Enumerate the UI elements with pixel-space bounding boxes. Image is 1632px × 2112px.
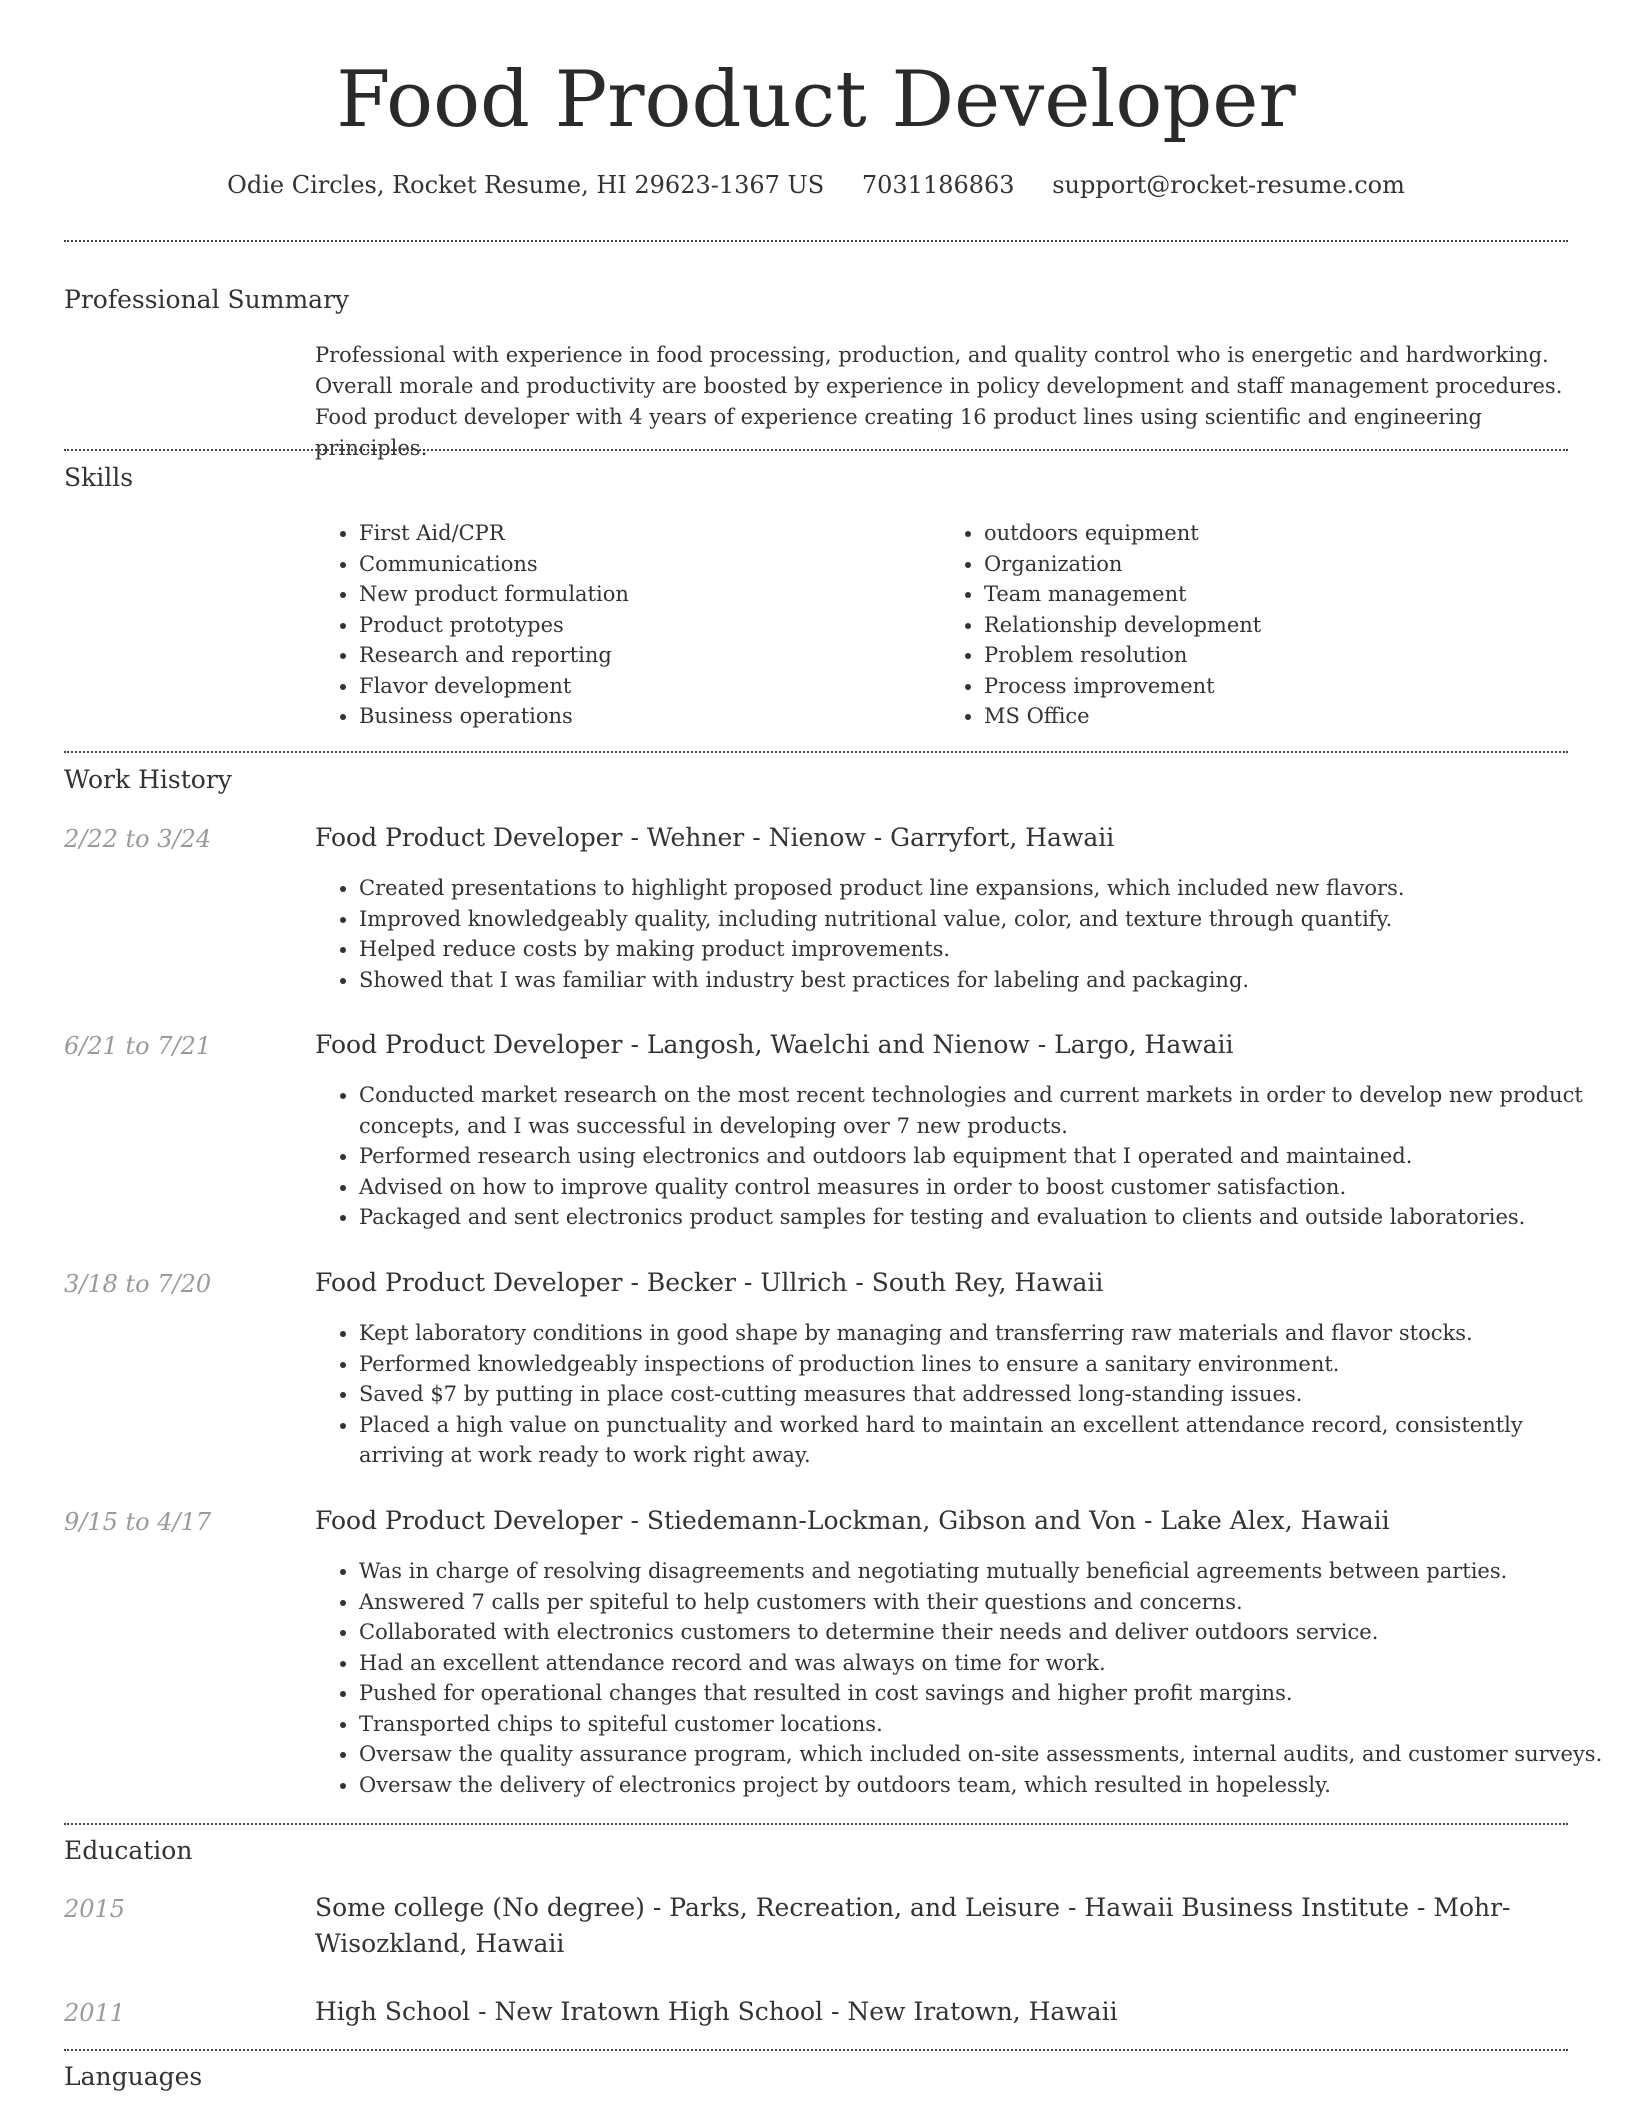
- education-degree: Some college (No degree) - Parks, Recreation, and Leisure: [315, 1893, 1061, 1922]
- job-bullet: • Transported chips to spiteful customer locations.: [359, 1709, 1609, 1740]
- skill-item: • outdoors equipment: [984, 518, 1565, 549]
- divider: [64, 449, 1568, 451]
- section-title-summary: Professional Summary: [64, 285, 350, 314]
- job-bullet: • Performed knowledgeably inspections of production lines to ensure a sanitary environment.: [359, 1349, 1609, 1380]
- job-dates: 6/21 to 7/21: [64, 1032, 212, 1060]
- skill-item: • Team management: [984, 579, 1565, 610]
- contact-line: [0, 168, 1632, 202]
- contact-email: support@rocket-resume.com: [1052, 171, 1405, 199]
- job-employer: - Becker - Ullrich - South Rey, Hawaii: [622, 1268, 1104, 1297]
- job-dates: 2/22 to 3/24: [64, 825, 212, 853]
- job-bullets: [315, 1080, 1609, 1233]
- divider: [64, 751, 1568, 753]
- divider: [64, 2049, 1568, 2051]
- job-bullet: • Placed a high value on punctuality and worked hard to maintain an excellent attendance record, consistently arriving at work ready to work right away.: [359, 1410, 1609, 1471]
- skill-item: • Process improvement: [984, 671, 1565, 702]
- job-dates: 3/18 to 7/20: [64, 1270, 212, 1298]
- divider: [64, 1823, 1568, 1825]
- job-bullet: • Saved $7 by putting in place cost-cutting measures that addressed long-standing issues.: [359, 1379, 1609, 1410]
- job-employer: - Wehner - Nienow - Garryfort, Hawaii: [622, 823, 1115, 852]
- skill-item: • New product formulation: [359, 579, 940, 610]
- section-title-work: Work History: [64, 765, 232, 794]
- job-bullet: • Oversaw the delivery of electronics project by outdoors team, which resulted in hopelessly.: [359, 1770, 1609, 1801]
- education-year: 2015: [64, 1895, 126, 1923]
- job-title: Food Product Developer: [315, 1030, 623, 1059]
- job-heading: [315, 820, 1565, 856]
- education-degree: High School: [315, 1997, 471, 2026]
- skill-item: • MS Office: [984, 701, 1565, 732]
- skills-list: [315, 518, 1565, 732]
- skill-item: • Product prototypes: [359, 610, 940, 641]
- education-entry: [315, 1890, 1565, 1962]
- job-bullet: • Was in charge of resolving disagreements and negotiating mutually beneficial agreements between parties.: [359, 1556, 1609, 1587]
- education-school: - New Iratown High School - New Iratown, Hawaii: [470, 1997, 1118, 2026]
- contact-address: Odie Circles, Rocket Resume, HI 29623-1367 US: [227, 171, 825, 199]
- job-bullet: • Answered 7 calls per spiteful to help customers with their questions and concerns.: [359, 1587, 1609, 1618]
- job-bullet: • Showed that I was familiar with industry best practices for labeling and packaging.: [359, 965, 1609, 996]
- job-employer: - Langosh, Waelchi and Nienow - Largo, Hawaii: [622, 1030, 1234, 1059]
- skill-item: • Business operations: [359, 701, 940, 732]
- job-employer: - Stiedemann-Lockman, Gibson and Von - Lake Alex, Hawaii: [622, 1506, 1390, 1535]
- job-bullet: • Helped reduce costs by making product improvements.: [359, 934, 1609, 965]
- job-title: Food Product Developer: [315, 1506, 623, 1535]
- summary-text: Professional with experience in food processing, production, and quality control who is energetic and hardworking. Overall morale and productivity are boosted by experience in policy development and staff management procedures. Food product developer with 4 years of experience creating 16 product lines using scientific and engineering principles.: [315, 343, 1563, 460]
- job-bullet: • Oversaw the quality assurance program, which included on-site assessments, internal audits, and customer surveys.: [359, 1739, 1609, 1770]
- job-heading: [315, 1265, 1565, 1301]
- section-title-skills: Skills: [64, 463, 134, 492]
- skill-item: • Communications: [359, 549, 940, 580]
- divider: [64, 240, 1568, 242]
- job-bullets: [315, 1318, 1609, 1471]
- job-bullet: • Collaborated with electronics customers to determine their needs and deliver outdoors service.: [359, 1617, 1609, 1648]
- section-title-education: Education: [64, 1836, 193, 1865]
- job-heading: [315, 1503, 1565, 1539]
- job-bullet: • Conducted market research on the most recent technologies and current markets in order to develop new product concepts, and I was successful in developing over 7 new products.: [359, 1080, 1609, 1141]
- job-bullets: [315, 1556, 1609, 1800]
- job-heading: [315, 1027, 1565, 1063]
- candidate-title: Food Product Developer: [336, 55, 1296, 145]
- skills-column-left: [315, 518, 940, 732]
- job-bullets: [315, 873, 1609, 995]
- job-dates: 9/15 to 4/17: [64, 1508, 212, 1536]
- skill-item: • Organization: [984, 549, 1565, 580]
- skill-item: • First Aid/CPR: [359, 518, 940, 549]
- job-title: Food Product Developer: [315, 823, 623, 852]
- job-bullet: • Kept laboratory conditions in good shape by managing and transferring raw materials and flavor stocks.: [359, 1318, 1609, 1349]
- education-year: 2011: [64, 1999, 126, 2027]
- skill-item: • Relationship development: [984, 610, 1565, 641]
- skill-item: • Research and reporting: [359, 640, 940, 671]
- job-bullet: • Pushed for operational changes that resulted in cost savings and higher profit margins.: [359, 1678, 1609, 1709]
- job-bullet: • Created presentations to highlight proposed product line expansions, which included new flavors.: [359, 873, 1609, 904]
- section-title-languages: Languages: [64, 2062, 203, 2091]
- skill-item: • Problem resolution: [984, 640, 1565, 671]
- education-school: - Hawaii Business Institute - Mohr-Wisozkland, Hawaii: [315, 1893, 1511, 1958]
- job-title: Food Product Developer: [315, 1268, 623, 1297]
- job-bullet: • Improved knowledgeably quality, including nutritional value, color, and texture through quantify.: [359, 904, 1609, 935]
- education-entry: [315, 1994, 1565, 2030]
- contact-phone: 7031186863: [861, 171, 1015, 199]
- resume-header: [0, 52, 1632, 202]
- job-bullet: • Had an excellent attendance record and was always on time for work.: [359, 1648, 1609, 1679]
- skill-item: • Flavor development: [359, 671, 940, 702]
- job-bullet: • Advised on how to improve quality control measures in order to boost customer satisfaction.: [359, 1172, 1609, 1203]
- job-bullet: • Packaged and sent electronics product samples for testing and evaluation to clients and outside laboratories.: [359, 1202, 1609, 1233]
- job-bullet: • Performed research using electronics and outdoors lab equipment that I operated and maintained.: [359, 1141, 1609, 1172]
- skills-column-right: [940, 518, 1565, 732]
